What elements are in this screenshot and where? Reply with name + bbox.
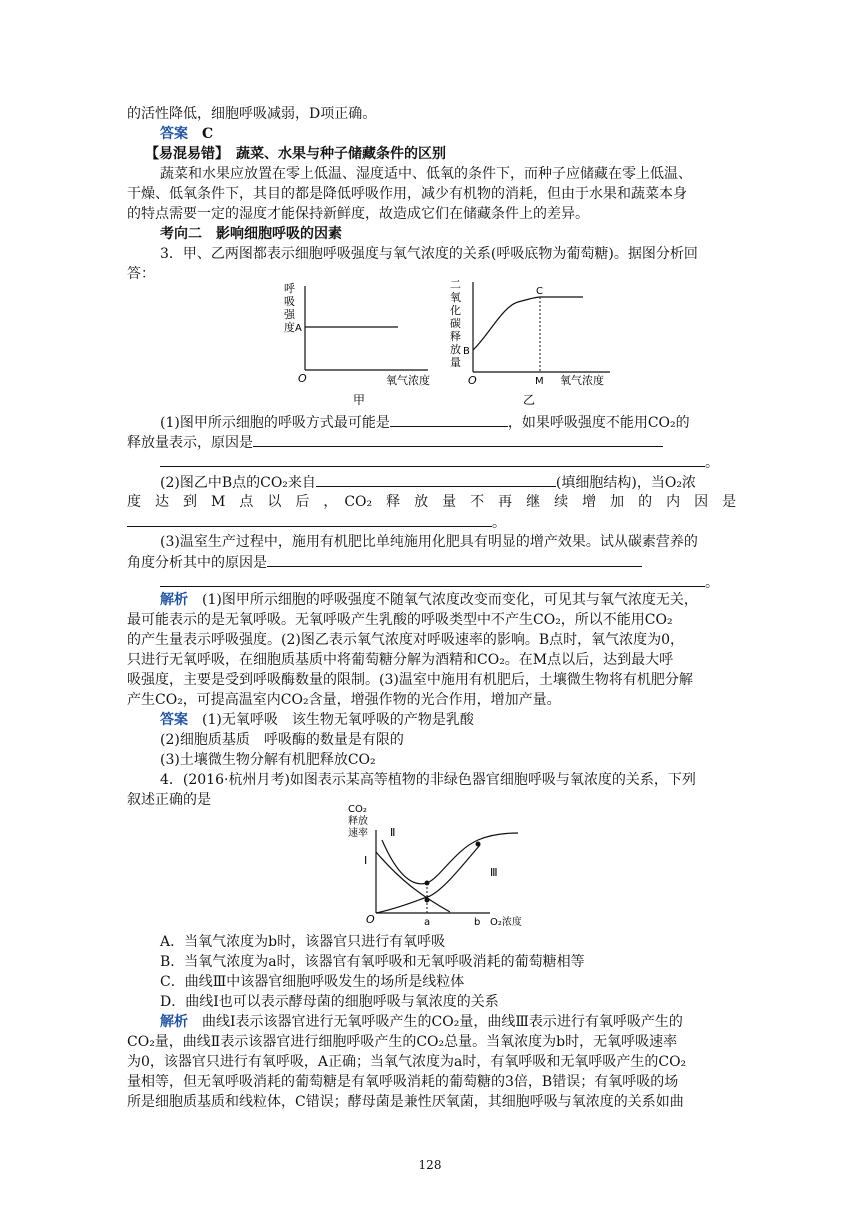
answer-blank <box>253 432 663 447</box>
answer-blank <box>160 572 705 587</box>
q4-curve-2 <box>382 833 518 884</box>
svg-text:CO₂: CO₂ <box>348 804 367 815</box>
svg-text:释: 释 <box>450 330 461 343</box>
text-line: 的特点需要一定的湿度才能保持新鲜度，故造成它们在储藏条件上的差异。 <box>127 206 589 222</box>
q4-label-curve-3: Ⅲ <box>490 866 498 879</box>
q4-tick-a: a <box>424 917 431 928</box>
answer-label: 答案 <box>160 126 188 142</box>
yi-caption: 乙 <box>523 393 536 407</box>
q3-part1: (1)图甲所示细胞的呼吸方式最可能是 ，如果呼吸强度不能用CO₂的 <box>160 412 690 433</box>
option-c: C．曲线Ⅲ中该器官细胞呼吸发生的场所是线粒体 <box>160 974 465 990</box>
explanation-label: 解析 <box>160 592 188 608</box>
explanation-line: 量相等，但无氧呼吸消耗的葡萄糖是有氧呼吸消耗的葡萄糖的3倍，B错误；有氧呼吸的场 <box>127 1074 679 1090</box>
answer-line: 答案 (1)无氧呼吸 该生物无氧呼吸的产物是乳酸 <box>160 712 474 728</box>
explanation-line: 产生CO₂，可提高温室内CO₂含量，增强作物的光合作用，增加产量。 <box>127 692 561 708</box>
tip-title: 蔬菜、水果与种子储藏条件的区别 <box>236 146 446 162</box>
q4-y-label <box>348 804 368 839</box>
answer-blank <box>127 512 492 527</box>
page-number: 128 <box>418 1158 442 1172</box>
explanation-label: 解析 <box>160 1014 188 1030</box>
tip-line <box>145 144 446 164</box>
text-line: 蔬菜和水果应放置在零上低温、湿度适中、低氧的条件下，而种子应储藏在零上低温、 <box>160 166 692 182</box>
svg-text:吸: 吸 <box>284 295 295 308</box>
answer-text: C <box>202 126 214 142</box>
svg-text:放: 放 <box>450 343 461 356</box>
option-d: D．曲线Ⅰ也可以表示酵母菌的细胞呼吸与氧浓度的关系 <box>160 994 499 1010</box>
svg-text:二: 二 <box>450 278 461 291</box>
jia-origin: O <box>298 372 307 385</box>
svg-text:强: 强 <box>284 308 295 321</box>
q4-x-label: O₂浓度 <box>490 917 522 928</box>
section-heading: 考向二 影响细胞呼吸的因素 <box>160 226 342 242</box>
explanation-line: 为0，该器官只进行有氧呼吸，A正确；当氧气浓度为a时，有氧呼吸和无氧呼吸产生的CO₂ <box>127 1054 687 1070</box>
answer-blank <box>316 472 556 487</box>
yi-y-label <box>450 278 461 369</box>
text-line: 的活性降低，细胞呼吸减弱，D项正确。 <box>127 106 377 122</box>
yi-point-m: M <box>535 376 544 387</box>
q3-part3: (3)温室生产过程中，施用有机肥比单纯施用化肥具有明显的增产效果。试从碳素营养的 <box>160 534 698 550</box>
svg-text:碳: 碳 <box>450 317 461 330</box>
figure-yi <box>448 276 618 408</box>
explanation-line: 的产生量表示呼吸强度。(2)图乙表示氧气浓度对呼吸速率的影响。B点时，氧气浓度为0， <box>127 632 685 648</box>
jia-point-a: A <box>295 323 302 334</box>
q4-label-curve-2: Ⅱ <box>390 826 396 839</box>
answer-blank <box>267 552 642 567</box>
figure-jia <box>278 278 438 406</box>
yi-x-label: 氧气浓度 <box>560 374 604 387</box>
figure-q4 <box>330 800 530 930</box>
svg-text:释放: 释放 <box>348 816 368 827</box>
q3-part2-cont: 度 达 到 M 点 以 后 ， CO₂ 释 放 量 不 再 继 续 增 加 的 内 因 是 <box>127 494 737 510</box>
q4-label-curve-1: Ⅰ <box>364 854 368 867</box>
explanation-line: 所是细胞质基质和线粒体，C错误；酵母菌是兼性厌氧菌，其细胞呼吸与氧浓度的关系如曲 <box>127 1094 684 1110</box>
question-4-cont: 叙述正确的是 <box>127 792 211 808</box>
q3-part3-end: 。 <box>160 572 719 593</box>
answer-line <box>160 124 213 144</box>
explanation-line: 解析 曲线Ⅰ表示该器官进行无氧呼吸产生的CO₂量，曲线Ⅲ表示进行有氧呼吸产生的 <box>160 1014 683 1030</box>
svg-text:呼: 呼 <box>284 282 295 295</box>
yi-point-b: B <box>463 346 470 357</box>
explanation-line: 只进行无氧呼吸，在细胞质基质中将葡萄糖分解为酒精和CO₂。在M点以后，达到最大呼 <box>127 652 674 668</box>
option-a: A．当氧气浓度为b时，该器官只进行有氧呼吸 <box>160 934 446 950</box>
q3-part2-end: 。 <box>127 512 506 533</box>
q4-tick-b: b <box>474 917 481 928</box>
svg-text:度: 度 <box>284 321 295 334</box>
text-line: 答： <box>127 266 155 282</box>
q4-point-b <box>476 842 481 847</box>
yi-curve <box>473 297 583 350</box>
yi-point-c: C <box>536 286 543 297</box>
answer-blank <box>390 412 508 427</box>
q3-part1-end: 。 <box>160 452 719 473</box>
svg-text:量: 量 <box>450 356 461 369</box>
yi-origin: O <box>468 374 477 387</box>
svg-text:化: 化 <box>450 304 461 317</box>
question-4: 4．(2016·杭州月考)如图表示某高等植物的非绿色器官细胞呼吸与氧浓度的关系，下列 <box>160 772 696 788</box>
answer-blank <box>160 452 705 467</box>
question-3: 3．甲、乙两图都表示细胞呼吸强度与氧气浓度的关系(呼吸底物为葡萄糖)。据图分析回 <box>160 246 698 262</box>
jia-x-label: 氧气浓度 <box>386 374 430 387</box>
q4-origin: O <box>366 913 375 926</box>
answer-line: (3)土壤微生物分解有机肥释放CO₂ <box>160 752 376 768</box>
jia-caption: 甲 <box>353 393 366 406</box>
explanation-line: 解析 (1)图甲所示细胞的呼吸强度不随氧气浓度改变而变化，可见其与氧气浓度无关， <box>160 592 698 608</box>
q3-part3-cont: 角度分析其中的原因是 <box>127 552 642 573</box>
option-b: B．当氧气浓度为a时，该器官有氧呼吸和无氧呼吸消耗的葡萄糖相等 <box>160 954 585 970</box>
explanation-line: CO₂量，曲线Ⅱ表示该器官进行细胞呼吸产生的CO₂总量。当氧浓度为b时，无氧呼吸速率 <box>127 1034 678 1050</box>
q3-part2: (2)图乙中B点的CO₂来自 (填细胞结构)，当O₂浓 <box>160 472 696 493</box>
svg-text:氧: 氧 <box>450 291 461 304</box>
svg-text:速率: 速率 <box>348 828 368 839</box>
q4-point-min <box>425 881 430 886</box>
tip-label: 【易混易错】 <box>145 146 222 162</box>
text-line: 干燥、低氧条件下，其目的都是降低呼吸作用，减少有机物的消耗，但由于水果和蔬菜本身 <box>127 186 687 202</box>
q4-curve-3 <box>376 845 480 913</box>
answer-label: 答案 <box>160 712 188 728</box>
explanation-line: 吸强度，主要是受到呼吸酶数量的限制。(3)温室中施用有机肥后，土壤微生物将有机肥分解 <box>127 672 693 688</box>
q4-point-intersect <box>425 898 430 903</box>
explanation-line: 最可能表示的是无氧呼吸。无氧呼吸产生乳酸的呼吸类型中不产生CO₂，所以不能用CO₂ <box>127 612 673 628</box>
answer-line: (2)细胞质基质 呼吸酶的数量是有限的 <box>160 732 404 748</box>
q3-part1-cont: 释放量表示，原因是 <box>127 432 663 453</box>
